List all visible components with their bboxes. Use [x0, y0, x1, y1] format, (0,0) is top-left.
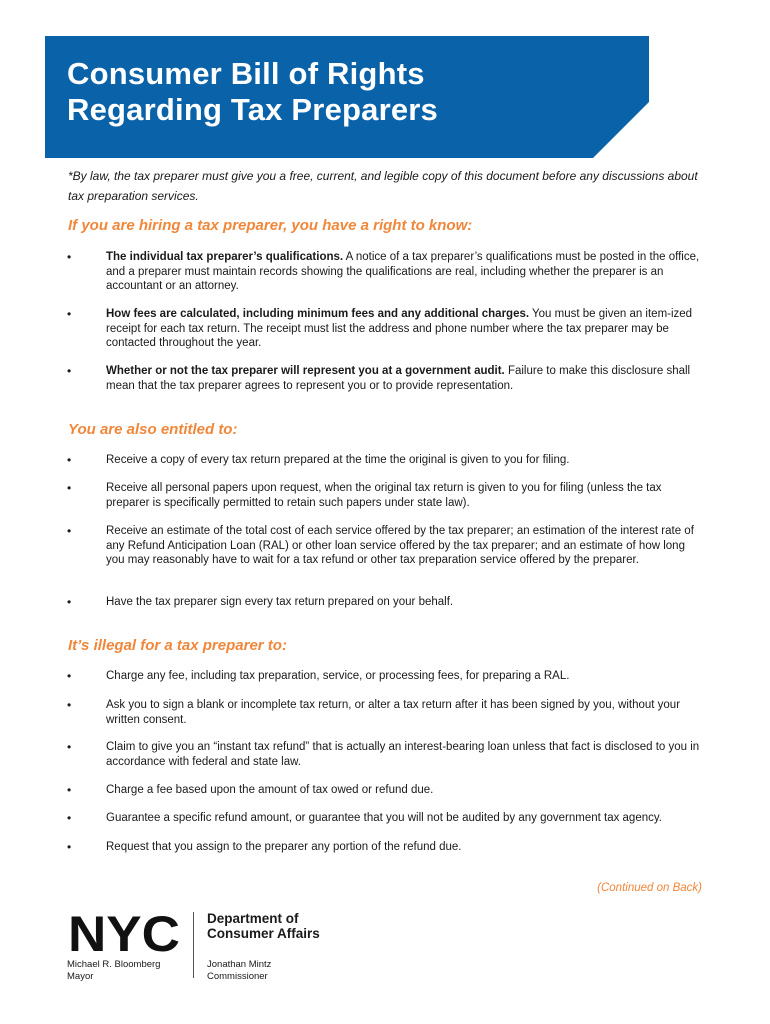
item-text: Guarantee a specific refund amount, or guarantee that you will not be audited by any government tax agency.	[106, 812, 662, 824]
bullet-icon: •	[67, 250, 72, 264]
title-line-1: Consumer Bill of Rights	[67, 56, 425, 91]
bullet-icon: •	[67, 595, 72, 609]
department-name	[207, 911, 320, 941]
list-item	[0, 524, 770, 568]
item-text: Failure to make this disclosure shall mean that the tax preparer agrees to represent you or to provide representation.	[106, 365, 691, 392]
section-heading-entitled-to: You are also entitled to:	[68, 421, 238, 438]
mayor-name: Michael R. Bloomberg	[67, 959, 161, 970]
department-line-1: Department of	[207, 911, 299, 926]
bullet-icon: •	[67, 698, 72, 712]
list-item	[0, 364, 770, 393]
bullet-icon: •	[67, 364, 72, 378]
list-item	[0, 595, 770, 610]
mayor-credit	[67, 959, 160, 983]
list-item	[0, 250, 770, 294]
item-text: Receive a copy of every tax return prepared at the time the original is given to you for filing.	[106, 454, 570, 466]
title-line-2: Regarding Tax Preparers	[67, 92, 438, 127]
item-bold-lead: Whether or not the tax preparer will represent you at a government audit.	[106, 365, 505, 377]
list-item	[0, 453, 770, 468]
mayor-title: Mayor	[67, 971, 94, 982]
list-item	[0, 698, 770, 727]
item-text: Have the tax preparer sign every tax return prepared on your behalf.	[106, 596, 454, 608]
item-text: Charge a fee based upon the amount of tax owed or refund due.	[106, 784, 434, 796]
commissioner-title: Commissioner	[207, 971, 268, 982]
item-text: Receive all personal papers upon request, when the original tax return is given to you for filing (unless the tax preparer is specifically permitted to retain such papers under state law).	[106, 482, 662, 509]
section-heading-illegal: It’s illegal for a tax preparer to:	[68, 637, 287, 654]
item-text: Claim to give you an “instant tax refund” that is actually an interest-bearing loan unless that fact is disclosed to you in accordance with federal and state law.	[106, 741, 700, 768]
list-item	[0, 783, 770, 798]
footer-divider	[193, 912, 194, 978]
list-item	[0, 840, 770, 855]
list-item	[0, 307, 770, 351]
item-text: You must be given an item-ized receipt for each tax return. The receipt must list the address and phone number where the tax preparer may be contacted throughout the year.	[106, 308, 693, 349]
list-item	[0, 669, 770, 684]
title-banner	[45, 36, 649, 158]
page-title	[67, 56, 438, 128]
commissioner-name: Jonathan Mintz	[207, 959, 272, 970]
bullet-icon: •	[67, 811, 72, 825]
item-bold-lead: How fees are calculated, including minimum fees and any additional charges.	[106, 308, 530, 320]
department-line-2: Consumer Affairs	[207, 926, 320, 941]
item-bold-lead: The individual tax preparer’s qualifications.	[106, 251, 344, 263]
nyc-logo-text: NYC	[68, 912, 180, 954]
list-item	[0, 811, 770, 826]
list-item	[0, 481, 770, 510]
section-heading-right-to-know: If you are hiring a tax preparer, you have a right to know:	[68, 217, 473, 234]
bullet-icon: •	[67, 740, 72, 754]
item-text: Receive an estimate of the total cost of each service offered by the tax preparer; an estimation of the interest rate of any Refund Anticipation Loan (RAL) or other loan service offered by the tax preparer; and an estimate of how long you may reasonably have to wait for a tax refund or other tax preparation service offered by the preparer.	[106, 525, 694, 566]
item-text: Request that you assign to the preparer any portion of the refund due.	[106, 841, 462, 853]
list-item	[0, 740, 770, 769]
bullet-icon: •	[67, 524, 72, 538]
bullet-icon: •	[67, 453, 72, 467]
nyc-logo	[67, 912, 181, 954]
item-text: A notice of a tax preparer’s qualifications must be posted in the office, and a preparer must maintain records showing the qualifications are real, including whether the preparer is an accountant or an attorney.	[106, 251, 700, 292]
intro-note: *By law, the tax preparer must give you a free, current, and legible copy of this document before any discussions about tax preparation services.	[68, 169, 698, 203]
bullet-icon: •	[67, 481, 72, 495]
item-text: Ask you to sign a blank or incomplete tax return, or alter a tax return after it has been signed by you, without your written consent.	[106, 699, 681, 726]
bullet-icon: •	[67, 840, 72, 854]
continued-note: (Continued on Back)	[597, 882, 702, 894]
bullet-icon: •	[67, 669, 72, 683]
item-text: Charge any fee, including tax preparation, service, or processing fees, for preparing a RAL.	[106, 670, 570, 682]
commissioner-credit	[207, 959, 271, 983]
bullet-icon: •	[67, 783, 72, 797]
bullet-icon: •	[67, 307, 72, 321]
